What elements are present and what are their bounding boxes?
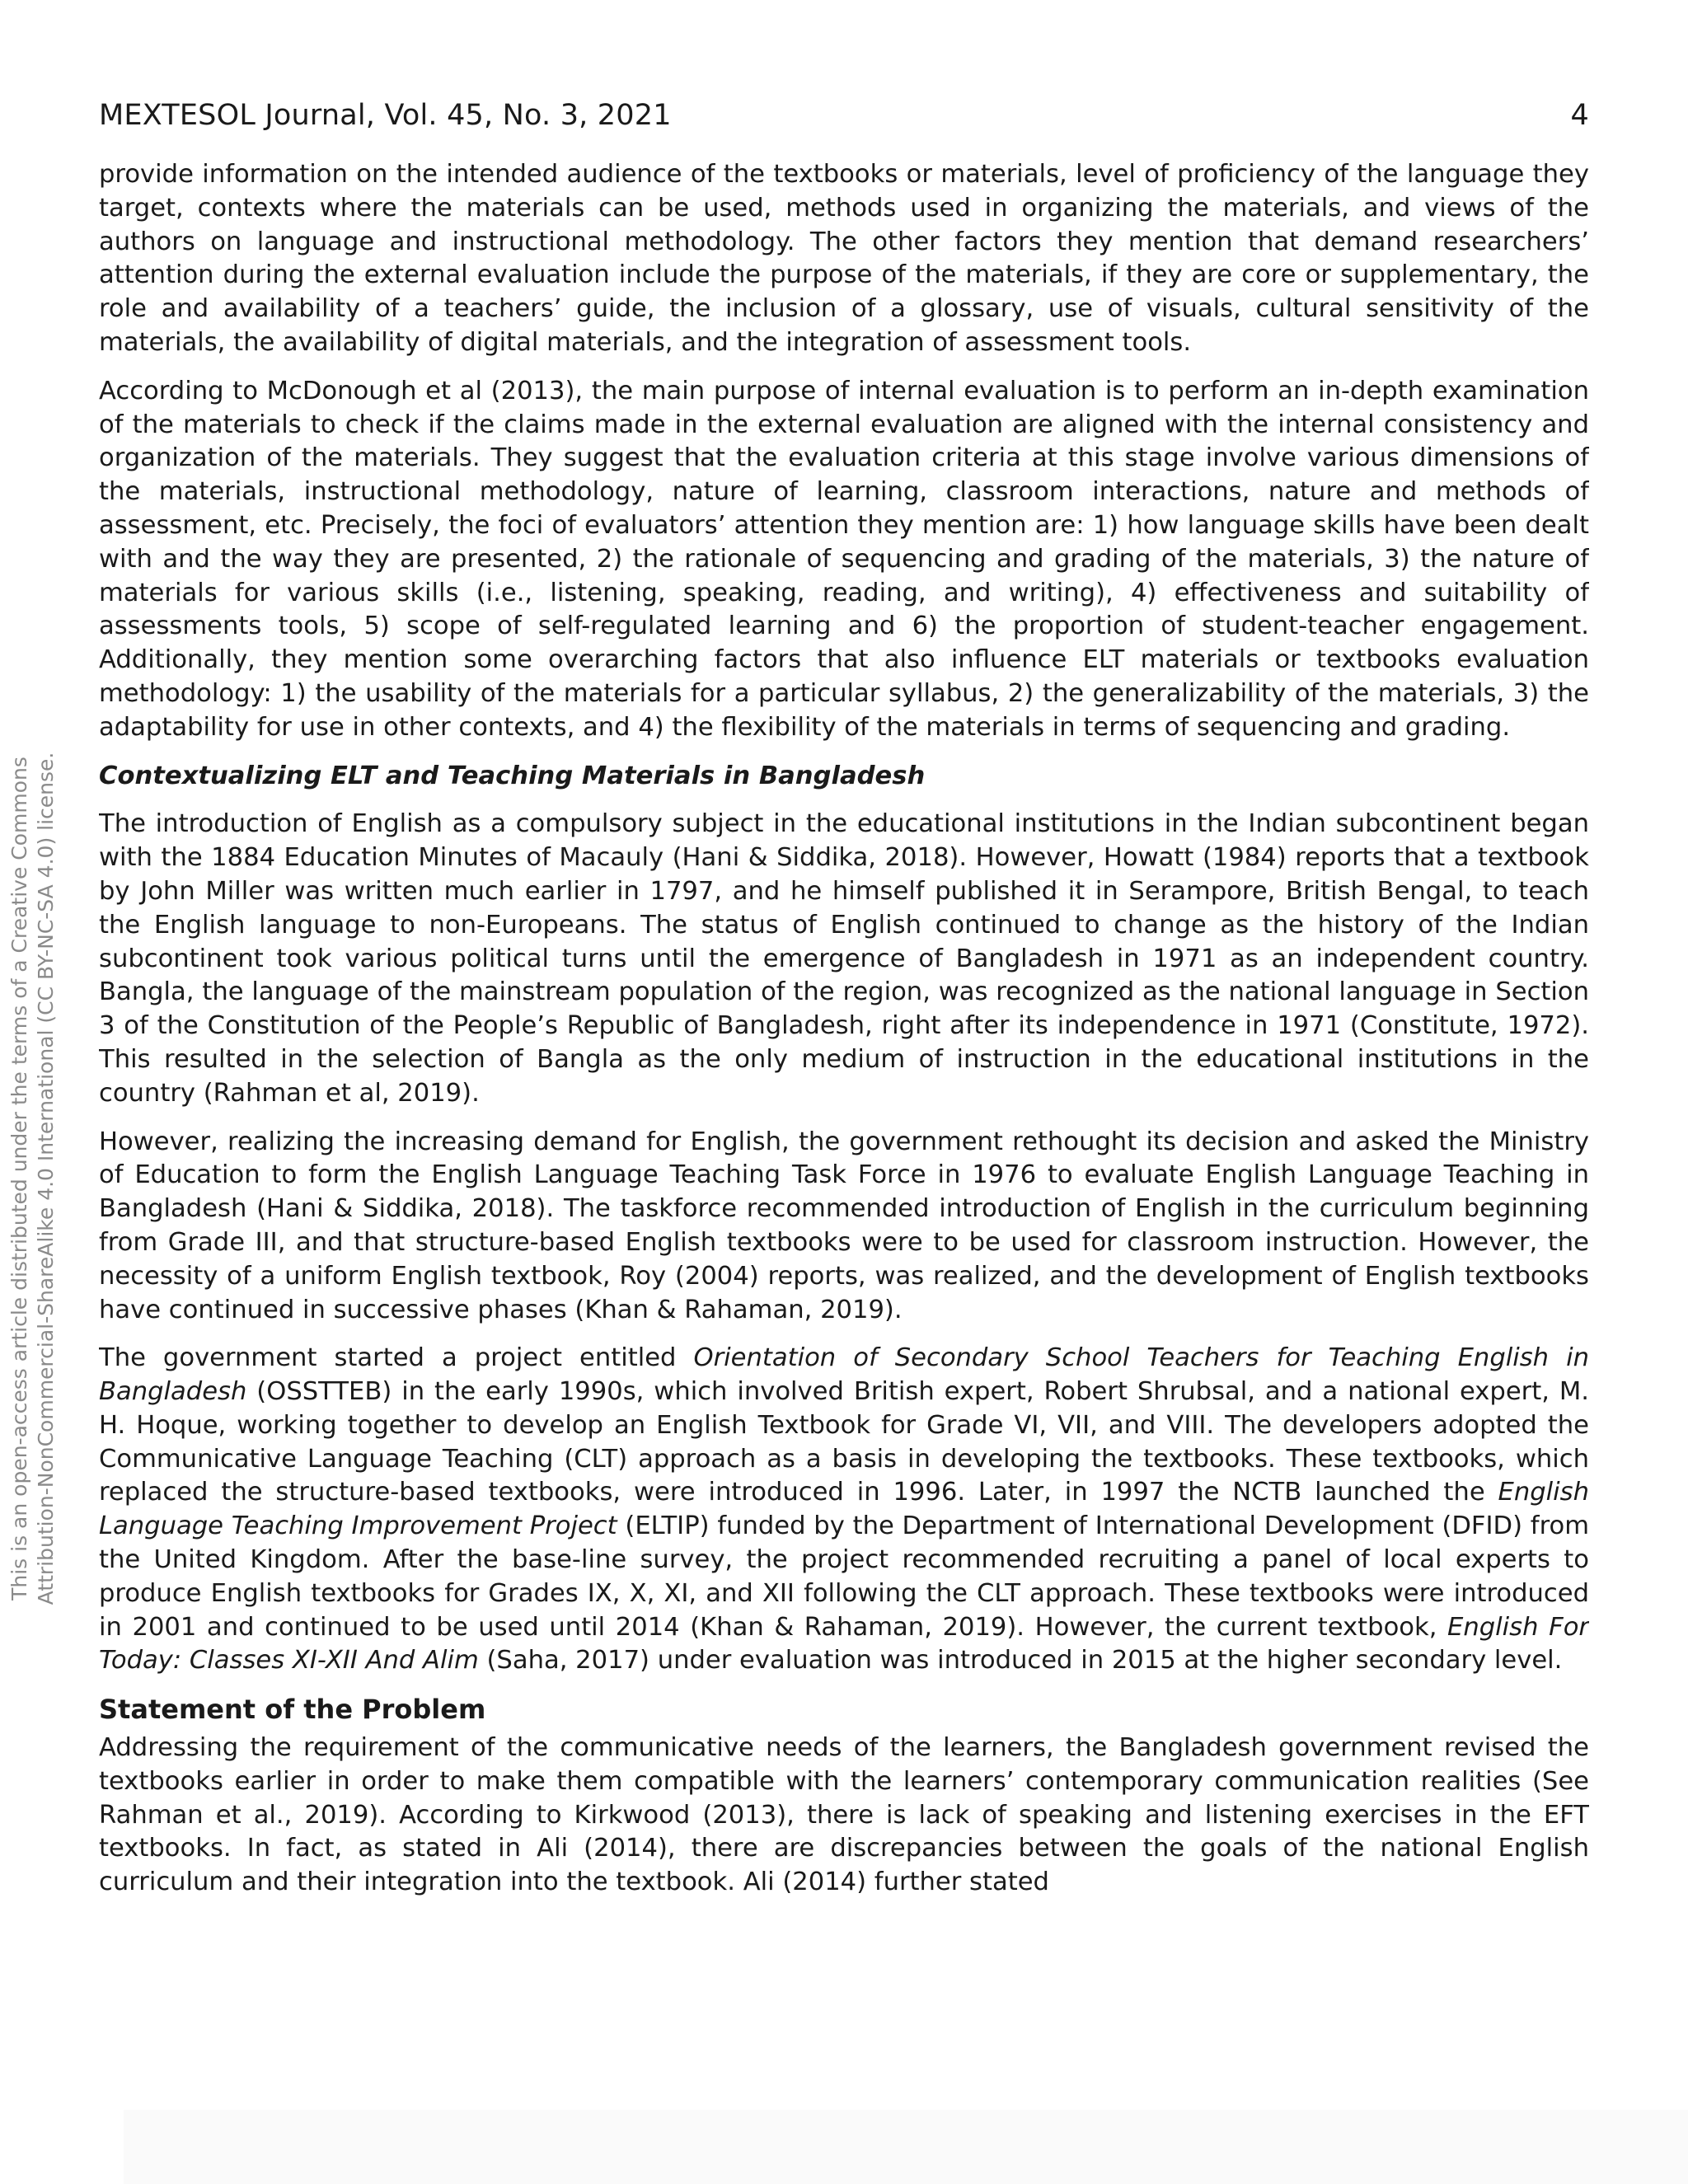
license-line-1: This is an open-access article distributed under the terms of a Creative Commons: [7, 757, 31, 1601]
running-header: [99, 99, 1589, 140]
section-heading: Statement of the Problem: [99, 1694, 486, 1726]
paragraph-5-text-1: The government started a project entitled: [99, 1343, 694, 1373]
subsection-heading: Contextualizing ELT and Teaching Materials in Bangladesh: [99, 761, 926, 790]
article-body: [99, 158, 1589, 1900]
paragraph-4: However, realizing the increasing demand for English, the government rethought its decision and asked the Ministry of Education to form the English Language Teaching Task Force in 1976 to evaluate English Language Teaching in Bangladesh (Hani & Siddika, 2018). The taskforce recommended introduction of English in the curriculum beginning from Grade III, and that structure-based English textbooks were to be used for classroom instruction. However, the necessity of a uniform English textbook, Roy (2004) reports, was realized, and the development of English textbooks have continued in successive phases (Khan & Rahaman, 2019).: [99, 1127, 1589, 1324]
paragraph-3: The introduction of English as a compulsory subject in the educational institutions in the Indian subcontinent began with the 1884 Education Minutes of Macauly (Hani & Siddika, 2018). However, Howatt (1984) reports that a textbook by John Miller was written much earlier in 1797, and he himself published it in Serampore, British Bengal, to teach the English language to non-Europeans. The status of English continued to change as the history of the Indian subcontinent took various political turns until the emergence of Bangladesh in 1971 as an independent country. Bangla, the language of the mainstream population of the region, was recognized as the national language in Section 3 of the Constitution of the People’s Republic of Bangladesh, right after its independence in 1971 (Constitute, 1972). This resulted in the selection of Bangla as the only medium of instruction in the educational institutions in the country (Rahman et al, 2019).: [99, 809, 1589, 1108]
paragraph-2: According to McDonough et al (2013), the main purpose of internal evaluation is to perform an in-depth examination of the materials to check if the claims made in the external evaluation are aligned with the internal consistency and organization of the materials. They suggest that the evaluation criteria at this stage involve various dimensions of the materials, instructional methodology, nature of learning, classroom interactions, nature and methods of assessment, etc. Precisely, the foci of evaluators’ attention they mention are: 1) how language skills have been dealt with and the way they are presented, 2) the rationale of sequencing and grading of the materials, 3) the nature of materials for various skills (i.e., listening, speaking, reading, and writing), 4) effectiveness and suitability of assessments tools, 5) scope of self-regulated learning and 6) the proportion of student-teacher engagement. Additionally, they mention some overarching factors that also influence ELT materials or textbooks evaluation methodology: 1) the usability of the materials for a particular syllabus, 2) the generalizability of the materials, 3) the adaptability for use in other contexts, and 4) the flexibility of the materials in terms of sequencing and grading.: [99, 376, 1589, 742]
paragraph-5-text-4: (Saha, 2017) under evaluation was introduced in 2015 at the higher secondary level.: [478, 1646, 1563, 1675]
license-notice: [7, 688, 73, 1669]
paragraph-5-text-3: (ELTIP) funded by the Department of International Development (DFID) from the United Kingdom. After the base-line survey, the project recommended recruiting a panel of local experts to produce English textbooks for Grades IX, X, XI, and XII following the CLT approach. These textbooks were introduced in 2001 and continued to be used until 2014 (Khan & Rahaman, 2019). However, the current textbook,: [99, 1511, 1589, 1642]
textbook-title: English For Today: Classes XI-XII And Alim: [99, 1612, 1589, 1675]
page-bottom-band: [124, 2110, 1688, 2184]
project-title-osstteb: Orientation of Secondary School Teachers for Teaching English in Bangladesh: [99, 1343, 1589, 1407]
paragraph-1: provide information on the intended audience of the textbooks or materials, level of proficiency of the language they target, contexts where the materials can be used, methods used in organizing the materials, and views of the authors on language and instructional methodology. The other factors they mention that demand researchers’ attention during the external evaluation include the purpose of the materials, if they are core or supplementary, the role and availability of a teachers’ guide, the inclusion of a glossary, use of visuals, cultural sensitivity of the materials, the availability of digital materials, and the integration of assessment tools.: [99, 160, 1589, 357]
paragraph-6: Addressing the requirement of the communicative needs of the learners, the Bangladesh government revised the textbooks earlier in order to make them compatible with the learners’ contemporary communication realities (See Rahman et al., 2019). According to Kirkwood (2013), there is lack of speaking and listening exercises in the EFT textbooks. In fact, as stated in Ali (2014), there are discrepancies between the goals of the national English curriculum and their integration into the textbook. Ali (2014) further stated: [99, 1733, 1589, 1897]
page-number: 4: [1570, 99, 1589, 132]
paragraph-5-text-2: (OSSTTEB) in the early 1990s, which involved British expert, Robert Shrubsal, and a national expert, M. H. Hoque, working together to develop an English Textbook for Grade VI, VII, and VIII. The developers adopted the Communicative Language Teaching (CLT) approach as a basis in developing the textbooks. These textbooks, which replaced the structure-based textbooks, were introduced in 1996. Later, in 1997 the NCTB launched the: [99, 1377, 1589, 1507]
paragraph-5: [99, 1342, 1589, 1678]
journal-title: MEXTESOL Journal, Vol. 45, No. 3, 2021: [99, 99, 672, 132]
license-line-2: Attribution-NonCommercial-ShareAlike 4.0 International (CC BY-NC-SA 4.0) license.: [34, 752, 58, 1605]
journal-page: [99, 99, 1589, 2151]
project-title-eltip: English Language Teaching Improvement Project: [99, 1478, 1589, 1541]
